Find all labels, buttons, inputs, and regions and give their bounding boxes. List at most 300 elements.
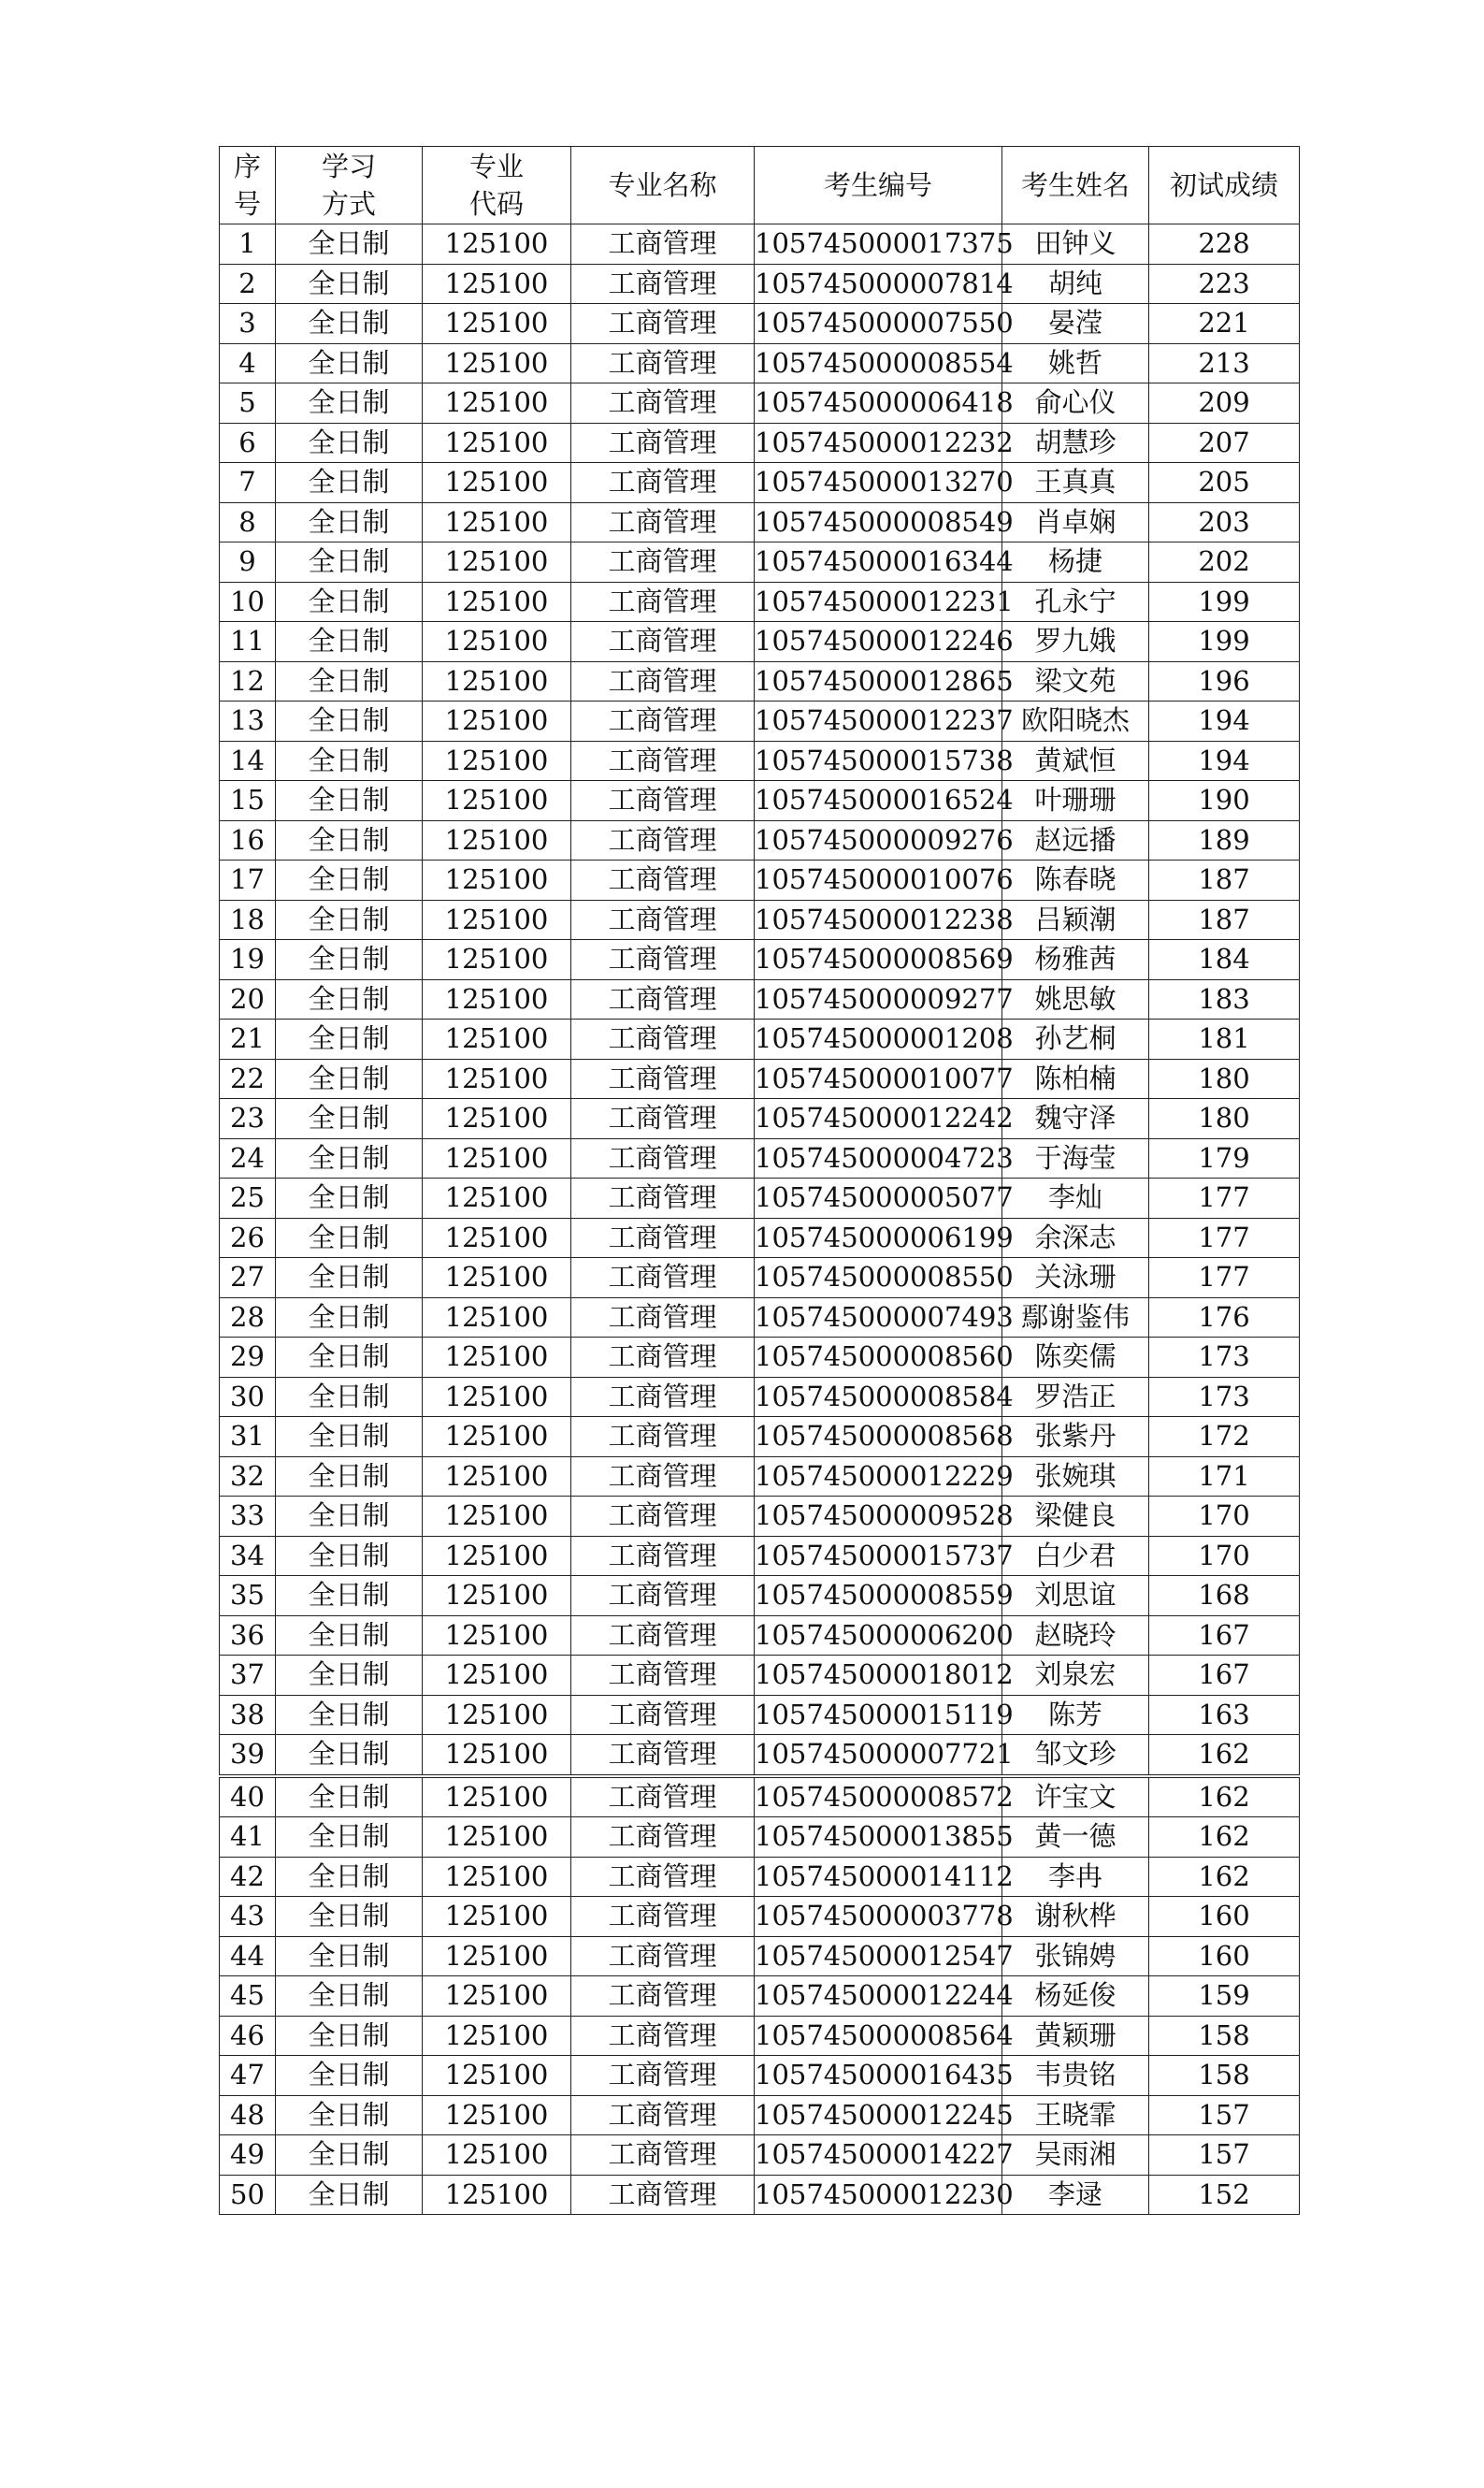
cell-exam-id: 105745000008584 xyxy=(755,1377,1002,1417)
cell-seq: 45 xyxy=(220,1976,276,2017)
cell-exam-id: 105745000012246 xyxy=(755,622,1002,662)
cell-candidate-name: 李逯 xyxy=(1002,2175,1149,2215)
cell-exam-id: 105745000017375 xyxy=(755,224,1002,265)
cell-study-mode: 全日制 xyxy=(276,940,423,980)
cell-study-mode: 全日制 xyxy=(276,1138,423,1179)
cell-major-name: 工商管理 xyxy=(571,582,755,622)
cell-major-name: 工商管理 xyxy=(571,702,755,742)
table-row xyxy=(220,343,1300,383)
table-row xyxy=(220,463,1300,503)
cell-exam-id: 105745000016524 xyxy=(755,781,1002,821)
cell-seq: 13 xyxy=(220,702,276,742)
cell-seq: 8 xyxy=(220,502,276,542)
cell-major-code: 125100 xyxy=(423,1179,571,1219)
table-row xyxy=(220,304,1300,344)
cell-study-mode: 全日制 xyxy=(276,1297,423,1338)
cell-seq: 33 xyxy=(220,1497,276,1537)
cell-exam-id: 105745000006418 xyxy=(755,383,1002,424)
cell-major-code: 125100 xyxy=(423,622,571,662)
cell-major-name: 工商管理 xyxy=(571,542,755,583)
cell-seq: 1 xyxy=(220,224,276,265)
cell-study-mode: 全日制 xyxy=(276,702,423,742)
cell-exam-id: 105745000012547 xyxy=(755,1936,1002,1976)
cell-major-code: 125100 xyxy=(423,463,571,503)
cell-seq: 26 xyxy=(220,1218,276,1258)
header-exam-id: 考生编号 xyxy=(755,147,1002,224)
cell-major-code: 125100 xyxy=(423,1897,571,1937)
cell-score: 177 xyxy=(1149,1218,1300,1258)
cell-exam-id: 105745000010077 xyxy=(755,1059,1002,1099)
cell-seq: 30 xyxy=(220,1377,276,1417)
cell-major-name: 工商管理 xyxy=(571,2056,755,2096)
cell-exam-id: 105745000008550 xyxy=(755,1258,1002,1298)
cell-study-mode: 全日制 xyxy=(276,502,423,542)
cell-exam-id: 105745000008560 xyxy=(755,1338,1002,1378)
cell-candidate-name: 姚思敏 xyxy=(1002,979,1149,1020)
cell-candidate-name: 孙艺桐 xyxy=(1002,1020,1149,1060)
cell-major-code: 125100 xyxy=(423,1258,571,1298)
cell-study-mode: 全日制 xyxy=(276,2135,423,2176)
cell-major-name: 工商管理 xyxy=(571,383,755,424)
cell-exam-id: 105745000012229 xyxy=(755,1456,1002,1497)
cell-major-name: 工商管理 xyxy=(571,502,755,542)
cell-seq: 5 xyxy=(220,383,276,424)
cell-study-mode: 全日制 xyxy=(276,1059,423,1099)
cell-candidate-name: 俞心仪 xyxy=(1002,383,1149,424)
cell-score: 228 xyxy=(1149,224,1300,265)
cell-score: 158 xyxy=(1149,2056,1300,2096)
cell-candidate-name: 张紫丹 xyxy=(1002,1417,1149,1457)
cell-exam-id: 105745000015738 xyxy=(755,741,1002,781)
cell-seq: 22 xyxy=(220,1059,276,1099)
cell-major-name: 工商管理 xyxy=(571,1695,755,1735)
cell-major-name: 工商管理 xyxy=(571,1776,755,1817)
cell-major-name: 工商管理 xyxy=(571,1936,755,1976)
cell-major-code: 125100 xyxy=(423,1695,571,1735)
cell-major-name: 工商管理 xyxy=(571,820,755,861)
cell-candidate-name: 陈芳 xyxy=(1002,1695,1149,1735)
cell-study-mode: 全日制 xyxy=(276,2056,423,2096)
cell-major-code: 125100 xyxy=(423,264,571,304)
cell-study-mode: 全日制 xyxy=(276,622,423,662)
cell-study-mode: 全日制 xyxy=(276,1456,423,1497)
cell-exam-id: 105745000008569 xyxy=(755,940,1002,980)
cell-candidate-name: 关泳珊 xyxy=(1002,1258,1149,1298)
cell-candidate-name: 王晓霏 xyxy=(1002,2095,1149,2135)
cell-major-code: 125100 xyxy=(423,1857,571,1897)
cell-study-mode: 全日制 xyxy=(276,900,423,940)
cell-seq: 19 xyxy=(220,940,276,980)
cell-major-name: 工商管理 xyxy=(571,741,755,781)
cell-candidate-name: 杨雅茜 xyxy=(1002,940,1149,980)
cell-major-code: 125100 xyxy=(423,900,571,940)
cell-major-code: 125100 xyxy=(423,861,571,901)
cell-major-code: 125100 xyxy=(423,1976,571,2017)
cell-major-code: 125100 xyxy=(423,1576,571,1616)
cell-study-mode: 全日制 xyxy=(276,1817,423,1858)
cell-study-mode: 全日制 xyxy=(276,2095,423,2135)
table-row xyxy=(220,1099,1300,1139)
cell-seq: 24 xyxy=(220,1138,276,1179)
cell-seq: 23 xyxy=(220,1099,276,1139)
cell-major-code: 125100 xyxy=(423,1059,571,1099)
cell-study-mode: 全日制 xyxy=(276,1735,423,1776)
cell-score: 159 xyxy=(1149,1976,1300,2017)
cell-study-mode: 全日制 xyxy=(276,1338,423,1378)
header-row xyxy=(220,147,1300,224)
table-row xyxy=(220,900,1300,940)
cell-score: 184 xyxy=(1149,940,1300,980)
cell-score: 163 xyxy=(1149,1695,1300,1735)
table-row xyxy=(220,2135,1300,2176)
cell-exam-id: 105745000007814 xyxy=(755,264,1002,304)
cell-candidate-name: 赵远播 xyxy=(1002,820,1149,861)
cell-candidate-name: 白少君 xyxy=(1002,1536,1149,1576)
cell-candidate-name: 吴雨湘 xyxy=(1002,2135,1149,2176)
cell-study-mode: 全日制 xyxy=(276,383,423,424)
cell-candidate-name: 罗浩正 xyxy=(1002,1377,1149,1417)
cell-candidate-name: 魏守泽 xyxy=(1002,1099,1149,1139)
cell-major-code: 125100 xyxy=(423,224,571,265)
cell-major-code: 125100 xyxy=(423,1456,571,1497)
table-row xyxy=(220,741,1300,781)
table-row xyxy=(220,1936,1300,1976)
header-score: 初试成绩 xyxy=(1149,147,1300,224)
cell-score: 160 xyxy=(1149,1897,1300,1937)
cell-exam-id: 105745000012230 xyxy=(755,2175,1002,2215)
table-row xyxy=(220,2095,1300,2135)
table-row xyxy=(220,1297,1300,1338)
cell-score: 176 xyxy=(1149,1297,1300,1338)
table-row xyxy=(220,1179,1300,1219)
cell-candidate-name: 韦贵铭 xyxy=(1002,2056,1149,2096)
table-row xyxy=(220,1695,1300,1735)
cell-major-code: 125100 xyxy=(423,979,571,1020)
cell-study-mode: 全日制 xyxy=(276,224,423,265)
cell-seq: 7 xyxy=(220,463,276,503)
cell-candidate-name: 姚哲 xyxy=(1002,343,1149,383)
table-row xyxy=(220,1857,1300,1897)
cell-major-name: 工商管理 xyxy=(571,1020,755,1060)
cell-major-code: 125100 xyxy=(423,582,571,622)
cell-major-code: 125100 xyxy=(423,1297,571,1338)
cell-candidate-name: 罗九娥 xyxy=(1002,622,1149,662)
cell-major-name: 工商管理 xyxy=(571,940,755,980)
cell-seq: 15 xyxy=(220,781,276,821)
cell-exam-id: 105745000013855 xyxy=(755,1817,1002,1858)
cell-candidate-name: 邹文珍 xyxy=(1002,1735,1149,1776)
cell-score: 173 xyxy=(1149,1338,1300,1378)
cell-exam-id: 105745000003778 xyxy=(755,1897,1002,1937)
cell-exam-id: 105745000015119 xyxy=(755,1695,1002,1735)
cell-major-name: 工商管理 xyxy=(571,861,755,901)
cell-exam-id: 105745000007550 xyxy=(755,304,1002,344)
cell-seq: 27 xyxy=(220,1258,276,1298)
cell-major-code: 125100 xyxy=(423,820,571,861)
cell-study-mode: 全日制 xyxy=(276,542,423,583)
cell-major-name: 工商管理 xyxy=(571,1099,755,1139)
cell-major-code: 125100 xyxy=(423,423,571,463)
cell-study-mode: 全日制 xyxy=(276,582,423,622)
table-row xyxy=(220,1776,1300,1817)
cell-study-mode: 全日制 xyxy=(276,1576,423,1616)
cell-study-mode: 全日制 xyxy=(276,343,423,383)
cell-candidate-name: 陈春晓 xyxy=(1002,861,1149,901)
cell-major-code: 125100 xyxy=(423,1615,571,1656)
cell-major-name: 工商管理 xyxy=(571,1258,755,1298)
cell-score: 189 xyxy=(1149,820,1300,861)
cell-major-code: 125100 xyxy=(423,1099,571,1139)
cell-candidate-name: 杨延俊 xyxy=(1002,1976,1149,2017)
cell-major-code: 125100 xyxy=(423,1817,571,1858)
cell-candidate-name: 胡慧珍 xyxy=(1002,423,1149,463)
cell-major-code: 125100 xyxy=(423,2135,571,2176)
cell-major-code: 125100 xyxy=(423,1776,571,1817)
cell-major-name: 工商管理 xyxy=(571,264,755,304)
cell-score: 187 xyxy=(1149,861,1300,901)
cell-score: 194 xyxy=(1149,741,1300,781)
cell-major-code: 125100 xyxy=(423,1138,571,1179)
cell-candidate-name: 胡纯 xyxy=(1002,264,1149,304)
candidate-score-table xyxy=(219,146,1300,2215)
cell-score: 205 xyxy=(1149,463,1300,503)
cell-major-code: 125100 xyxy=(423,304,571,344)
cell-seq: 17 xyxy=(220,861,276,901)
cell-seq: 48 xyxy=(220,2095,276,2135)
cell-candidate-name: 刘思谊 xyxy=(1002,1576,1149,1616)
cell-seq: 25 xyxy=(220,1179,276,1219)
cell-seq: 32 xyxy=(220,1456,276,1497)
table-body xyxy=(220,224,1300,2215)
cell-candidate-name: 余深志 xyxy=(1002,1218,1149,1258)
cell-major-code: 125100 xyxy=(423,1735,571,1776)
cell-major-code: 125100 xyxy=(423,542,571,583)
cell-major-code: 125100 xyxy=(423,1218,571,1258)
cell-study-mode: 全日制 xyxy=(276,979,423,1020)
cell-candidate-name: 于海莹 xyxy=(1002,1138,1149,1179)
cell-score: 170 xyxy=(1149,1536,1300,1576)
header-study-mode: 学习 方式 xyxy=(276,147,423,224)
cell-exam-id: 105745000013270 xyxy=(755,463,1002,503)
cell-exam-id: 105745000008568 xyxy=(755,1417,1002,1457)
cell-seq: 40 xyxy=(220,1776,276,1817)
cell-exam-id: 105745000018012 xyxy=(755,1656,1002,1696)
table-row xyxy=(220,2016,1300,2056)
cell-exam-id: 105745000012232 xyxy=(755,423,1002,463)
cell-exam-id: 105745000001208 xyxy=(755,1020,1002,1060)
cell-seq: 38 xyxy=(220,1695,276,1735)
cell-study-mode: 全日制 xyxy=(276,1497,423,1537)
cell-study-mode: 全日制 xyxy=(276,264,423,304)
cell-major-code: 125100 xyxy=(423,1338,571,1378)
cell-major-name: 工商管理 xyxy=(571,1297,755,1338)
cell-major-name: 工商管理 xyxy=(571,1857,755,1897)
header-seq: 序 号 xyxy=(220,147,276,224)
cell-score: 181 xyxy=(1149,1020,1300,1060)
cell-score: 199 xyxy=(1149,622,1300,662)
cell-study-mode: 全日制 xyxy=(276,1417,423,1457)
cell-major-code: 125100 xyxy=(423,343,571,383)
cell-exam-id: 105745000012865 xyxy=(755,661,1002,702)
cell-exam-id: 105745000009277 xyxy=(755,979,1002,1020)
cell-major-name: 工商管理 xyxy=(571,1897,755,1937)
cell-candidate-name: 肖卓娴 xyxy=(1002,502,1149,542)
cell-candidate-name: 晏滢 xyxy=(1002,304,1149,344)
table-row xyxy=(220,940,1300,980)
cell-seq: 21 xyxy=(220,1020,276,1060)
cell-major-name: 工商管理 xyxy=(571,1456,755,1497)
cell-major-code: 125100 xyxy=(423,1377,571,1417)
table-row xyxy=(220,1897,1300,1937)
cell-score: 183 xyxy=(1149,979,1300,1020)
table-row xyxy=(220,1020,1300,1060)
cell-major-name: 工商管理 xyxy=(571,343,755,383)
cell-major-code: 125100 xyxy=(423,661,571,702)
cell-score: 187 xyxy=(1149,900,1300,940)
cell-study-mode: 全日制 xyxy=(276,1656,423,1696)
cell-study-mode: 全日制 xyxy=(276,2175,423,2215)
cell-score: 177 xyxy=(1149,1258,1300,1298)
cell-seq: 35 xyxy=(220,1576,276,1616)
cell-candidate-name: 许宝文 xyxy=(1002,1776,1149,1817)
cell-exam-id: 105745000016435 xyxy=(755,2056,1002,2096)
cell-candidate-name: 梁健良 xyxy=(1002,1497,1149,1537)
cell-study-mode: 全日制 xyxy=(276,1695,423,1735)
cell-score: 221 xyxy=(1149,304,1300,344)
cell-major-code: 125100 xyxy=(423,2056,571,2096)
cell-study-mode: 全日制 xyxy=(276,1897,423,1937)
cell-exam-id: 105745000010076 xyxy=(755,861,1002,901)
cell-score: 202 xyxy=(1149,542,1300,583)
cell-score: 157 xyxy=(1149,2135,1300,2176)
cell-seq: 16 xyxy=(220,820,276,861)
cell-exam-id: 105745000005077 xyxy=(755,1179,1002,1219)
cell-score: 168 xyxy=(1149,1576,1300,1616)
cell-seq: 11 xyxy=(220,622,276,662)
table-row xyxy=(220,1059,1300,1099)
cell-seq: 2 xyxy=(220,264,276,304)
cell-study-mode: 全日制 xyxy=(276,741,423,781)
cell-candidate-name: 黄斌恒 xyxy=(1002,741,1149,781)
cell-seq: 39 xyxy=(220,1735,276,1776)
cell-score: 162 xyxy=(1149,1735,1300,1776)
cell-candidate-name: 李冉 xyxy=(1002,1857,1149,1897)
cell-major-code: 125100 xyxy=(423,2016,571,2056)
cell-major-name: 工商管理 xyxy=(571,979,755,1020)
cell-exam-id: 105745000016344 xyxy=(755,542,1002,583)
cell-major-name: 工商管理 xyxy=(571,1417,755,1457)
table-row xyxy=(220,622,1300,662)
cell-candidate-name: 孔永宁 xyxy=(1002,582,1149,622)
table-row xyxy=(220,1377,1300,1417)
table-row xyxy=(220,224,1300,265)
cell-major-code: 125100 xyxy=(423,1417,571,1457)
cell-study-mode: 全日制 xyxy=(276,1976,423,2017)
table-header xyxy=(220,147,1300,224)
cell-major-name: 工商管理 xyxy=(571,304,755,344)
cell-seq: 37 xyxy=(220,1656,276,1696)
cell-score: 190 xyxy=(1149,781,1300,821)
cell-seq: 41 xyxy=(220,1817,276,1858)
cell-exam-id: 105745000015737 xyxy=(755,1536,1002,1576)
cell-study-mode: 全日制 xyxy=(276,1377,423,1417)
cell-seq: 10 xyxy=(220,582,276,622)
cell-study-mode: 全日制 xyxy=(276,1020,423,1060)
cell-study-mode: 全日制 xyxy=(276,820,423,861)
cell-major-name: 工商管理 xyxy=(571,1059,755,1099)
cell-score: 209 xyxy=(1149,383,1300,424)
cell-candidate-name: 谢秋桦 xyxy=(1002,1897,1149,1937)
cell-exam-id: 105745000009528 xyxy=(755,1497,1002,1537)
cell-study-mode: 全日制 xyxy=(276,423,423,463)
cell-score: 213 xyxy=(1149,343,1300,383)
cell-score: 160 xyxy=(1149,1936,1300,1976)
cell-study-mode: 全日制 xyxy=(276,1536,423,1576)
table-row xyxy=(220,979,1300,1020)
cell-seq: 42 xyxy=(220,1857,276,1897)
cell-study-mode: 全日制 xyxy=(276,781,423,821)
cell-major-name: 工商管理 xyxy=(571,224,755,265)
cell-seq: 43 xyxy=(220,1897,276,1937)
cell-exam-id: 105745000012231 xyxy=(755,582,1002,622)
cell-candidate-name: 梁文苑 xyxy=(1002,661,1149,702)
cell-major-name: 工商管理 xyxy=(571,1377,755,1417)
cell-exam-id: 105745000006199 xyxy=(755,1218,1002,1258)
header-candidate-name: 考生姓名 xyxy=(1002,147,1149,224)
cell-major-name: 工商管理 xyxy=(571,1218,755,1258)
cell-seq: 36 xyxy=(220,1615,276,1656)
cell-exam-id: 105745000008559 xyxy=(755,1576,1002,1616)
cell-candidate-name: 杨捷 xyxy=(1002,542,1149,583)
cell-major-code: 125100 xyxy=(423,702,571,742)
table-row xyxy=(220,1576,1300,1616)
cell-study-mode: 全日制 xyxy=(276,661,423,702)
cell-exam-id: 105745000007493 xyxy=(755,1297,1002,1338)
cell-seq: 46 xyxy=(220,2016,276,2056)
cell-seq: 3 xyxy=(220,304,276,344)
table-row xyxy=(220,1656,1300,1696)
table-row xyxy=(220,1615,1300,1656)
cell-major-name: 工商管理 xyxy=(571,2175,755,2215)
table-row xyxy=(220,383,1300,424)
table-row xyxy=(220,1417,1300,1457)
cell-score: 194 xyxy=(1149,702,1300,742)
cell-major-name: 工商管理 xyxy=(571,1138,755,1179)
cell-score: 196 xyxy=(1149,661,1300,702)
cell-seq: 12 xyxy=(220,661,276,702)
cell-score: 171 xyxy=(1149,1456,1300,1497)
cell-candidate-name: 黄颖珊 xyxy=(1002,2016,1149,2056)
table-row xyxy=(220,1456,1300,1497)
cell-study-mode: 全日制 xyxy=(276,1615,423,1656)
table-row xyxy=(220,702,1300,742)
cell-major-name: 工商管理 xyxy=(571,1497,755,1537)
cell-seq: 6 xyxy=(220,423,276,463)
table-row xyxy=(220,781,1300,821)
cell-candidate-name: 张婉琪 xyxy=(1002,1456,1149,1497)
cell-score: 172 xyxy=(1149,1417,1300,1457)
cell-score: 173 xyxy=(1149,1377,1300,1417)
cell-exam-id: 105745000007721 xyxy=(755,1735,1002,1776)
table-row xyxy=(220,542,1300,583)
cell-exam-id: 105745000012245 xyxy=(755,2095,1002,2135)
cell-candidate-name: 吕颖潮 xyxy=(1002,900,1149,940)
cell-major-name: 工商管理 xyxy=(571,1536,755,1576)
cell-candidate-name: 李灿 xyxy=(1002,1179,1149,1219)
cell-seq: 50 xyxy=(220,2175,276,2215)
cell-exam-id: 105745000006200 xyxy=(755,1615,1002,1656)
cell-score: 162 xyxy=(1149,1817,1300,1858)
